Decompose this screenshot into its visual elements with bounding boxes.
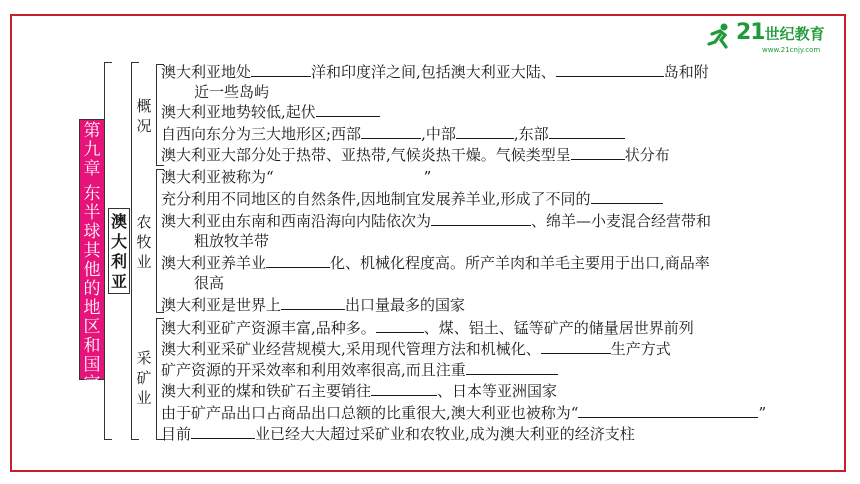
overview-brace bbox=[156, 64, 157, 166]
line-belts: 澳大利亚由东南和西南沿海向内陆依次为 、绵羊—小麦混合经营带和 bbox=[161, 212, 712, 230]
blank[interactable] bbox=[541, 339, 611, 354]
line-sheep-industry-cont: 很高 bbox=[194, 274, 225, 292]
chapter-brace bbox=[104, 62, 105, 440]
blank[interactable] bbox=[556, 62, 664, 77]
line-pillar: 目前 业已经大大超过采矿业和农牧业,成为澳大利亚的经济支柱 bbox=[161, 425, 635, 443]
line-belts-cont: 粗放牧羊带 bbox=[194, 232, 270, 250]
blank[interactable] bbox=[549, 124, 625, 139]
agriculture-brace bbox=[156, 169, 157, 313]
line-efficiency: 矿产资源的开采效率和利用效率很高,而且注重 bbox=[161, 360, 558, 380]
blank[interactable] bbox=[578, 403, 758, 418]
line-exports-asia: 澳大利亚的煤和铁矿石主要销往 、日本等亚洲国家 bbox=[161, 382, 558, 400]
blank[interactable] bbox=[431, 211, 531, 226]
blank[interactable] bbox=[361, 124, 421, 139]
line-export: 澳大利亚是世界上 出口量最多的国家 bbox=[161, 296, 466, 314]
line-sheep-zones: 充分利用不同地区的自然条件,因地制宜发展养羊业,形成了不同的 bbox=[161, 189, 663, 209]
mining-brace bbox=[156, 318, 157, 440]
logo-url: www.21cnjy.com bbox=[762, 46, 821, 54]
group-mining: 采 矿 业 bbox=[136, 349, 152, 407]
runner-logo-icon bbox=[706, 22, 732, 50]
line-climate: 澳大利亚大部分处于热带、亚热带,气候炎热干燥。气候类型呈 状分布 bbox=[161, 146, 670, 164]
line-nickname: 澳大利亚被称为“ ” bbox=[161, 168, 432, 186]
group-agriculture: 农 牧 业 bbox=[136, 213, 152, 271]
line-mining-nickname: 由于矿产品出口占商品出口总额的比重很大,澳大利亚也被称为“ ” bbox=[161, 404, 767, 422]
logo-brand: 21世纪教育 bbox=[736, 20, 825, 45]
blank[interactable] bbox=[251, 62, 311, 77]
section-label: 澳 大 利 亚 bbox=[108, 208, 130, 294]
line-minerals: 澳大利亚矿产资源丰富,品种多。 、煤、铝土、锰等矿产的储量居世界前列 bbox=[161, 319, 694, 337]
blank[interactable] bbox=[456, 124, 514, 139]
blank[interactable] bbox=[281, 295, 345, 310]
blank[interactable] bbox=[266, 253, 330, 268]
section-brace bbox=[131, 62, 132, 440]
line-terrain: 澳大利亚地势较低,起伏 bbox=[161, 102, 380, 122]
blank[interactable] bbox=[571, 145, 625, 160]
line-regions: 自西向东分为三大地形区;西部 ,中部 ,东部 bbox=[161, 124, 625, 144]
group-overview: 概 况 bbox=[136, 97, 152, 135]
blank[interactable] bbox=[376, 318, 424, 333]
logo bbox=[706, 20, 846, 54]
blank[interactable] bbox=[591, 189, 663, 204]
line-mining-scale: 澳大利亚采矿业经营规模大,采用现代管理方法和机械化、 生产方式 bbox=[161, 340, 671, 358]
chapter-label: 第 九 章 东 半 球 其 他 的 地 区 和 国 家 bbox=[79, 119, 105, 380]
blank[interactable] bbox=[191, 424, 255, 439]
line-location-cont: 近一些岛屿 bbox=[194, 83, 270, 101]
blank[interactable] bbox=[371, 381, 437, 396]
blank[interactable] bbox=[466, 360, 558, 375]
line-sheep-industry: 澳大利亚养羊业 化、机械化程度高。所产羊肉和羊毛主要用于出口,商品率 bbox=[161, 254, 710, 272]
blank[interactable] bbox=[316, 102, 380, 117]
line-location: 澳大利亚地处 洋和印度洋之间,包括澳大利亚大陆、 岛和附 bbox=[161, 63, 709, 81]
